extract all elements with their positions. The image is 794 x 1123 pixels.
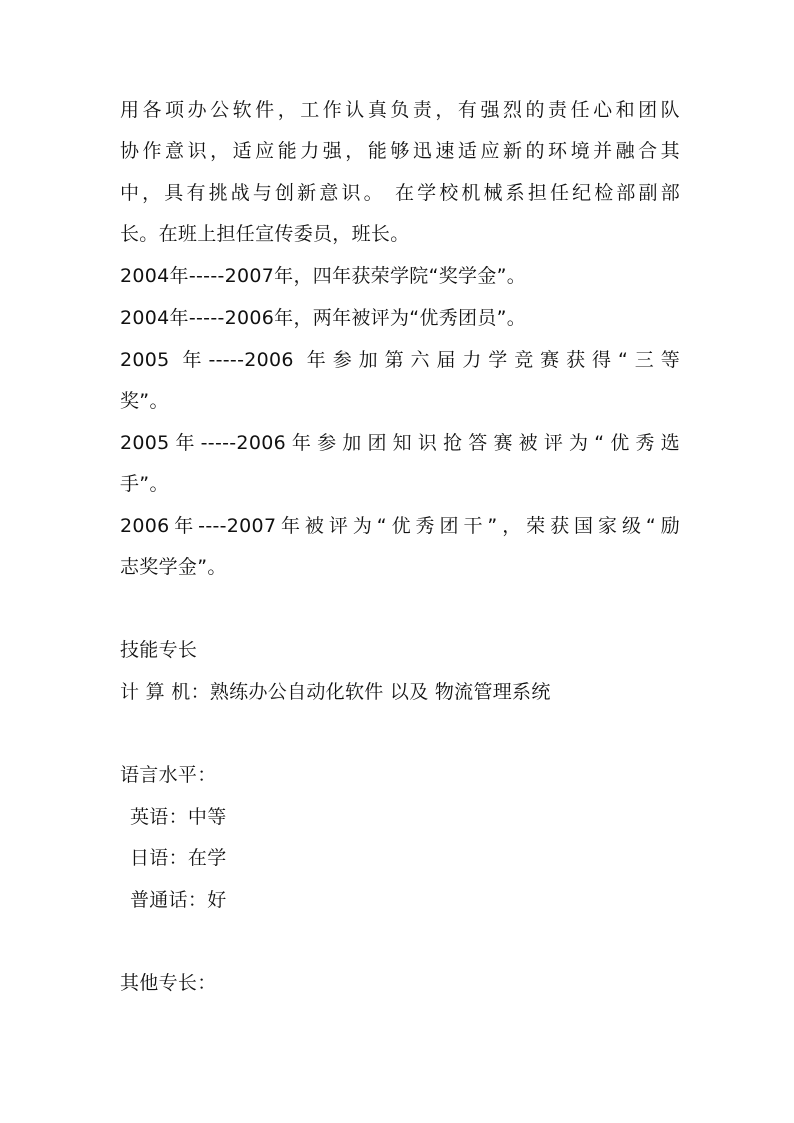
- intro-line-1: 用各项办公软件，工作认真负责，有强烈的责任心和团队: [120, 99, 680, 121]
- language-mandarin: 普通话：好: [130, 889, 227, 911]
- award-line-5: 2005年-----2006年参加团知识抢答赛被评为“优秀选: [120, 432, 680, 454]
- intro-line-3: 中，具有挑战与创新意识。 在学校机械系担任纪检部副部: [120, 182, 680, 204]
- award-line-2: 2004年-----2006年，两年被评为“优秀团员”。: [120, 307, 527, 329]
- award-line-1: 2004年-----2007年，四年获荣学院“奖学金”。: [120, 265, 527, 287]
- computer-skill-line: 计 算 机：熟练办公自动化软件 以及 物流管理系统: [120, 681, 551, 703]
- intro-line-4: 长。在班上担任宣传委员，班长。: [120, 223, 410, 245]
- language-heading: 语言水平：: [120, 764, 217, 786]
- language-japanese: 日语：在学: [130, 847, 227, 869]
- intro-line-2: 协作意识，适应能力强，能够迅速适应新的环境并融合其: [120, 140, 680, 162]
- skills-heading: 技能专长: [120, 639, 198, 661]
- award-line-8: 志奖学金”。: [120, 556, 227, 578]
- award-line-6: 手”。: [120, 473, 169, 495]
- language-english: 英语：中等: [130, 806, 227, 828]
- other-skills-heading: 其他专长：: [120, 972, 217, 994]
- award-line-7: 2006年----2007年被评为“优秀团干”，荣获国家级“励: [120, 515, 680, 537]
- award-line-4: 奖”。: [120, 390, 169, 412]
- award-line-3: 2005 年-----2006 年参加第六届力学竞赛获得“三等: [120, 349, 680, 371]
